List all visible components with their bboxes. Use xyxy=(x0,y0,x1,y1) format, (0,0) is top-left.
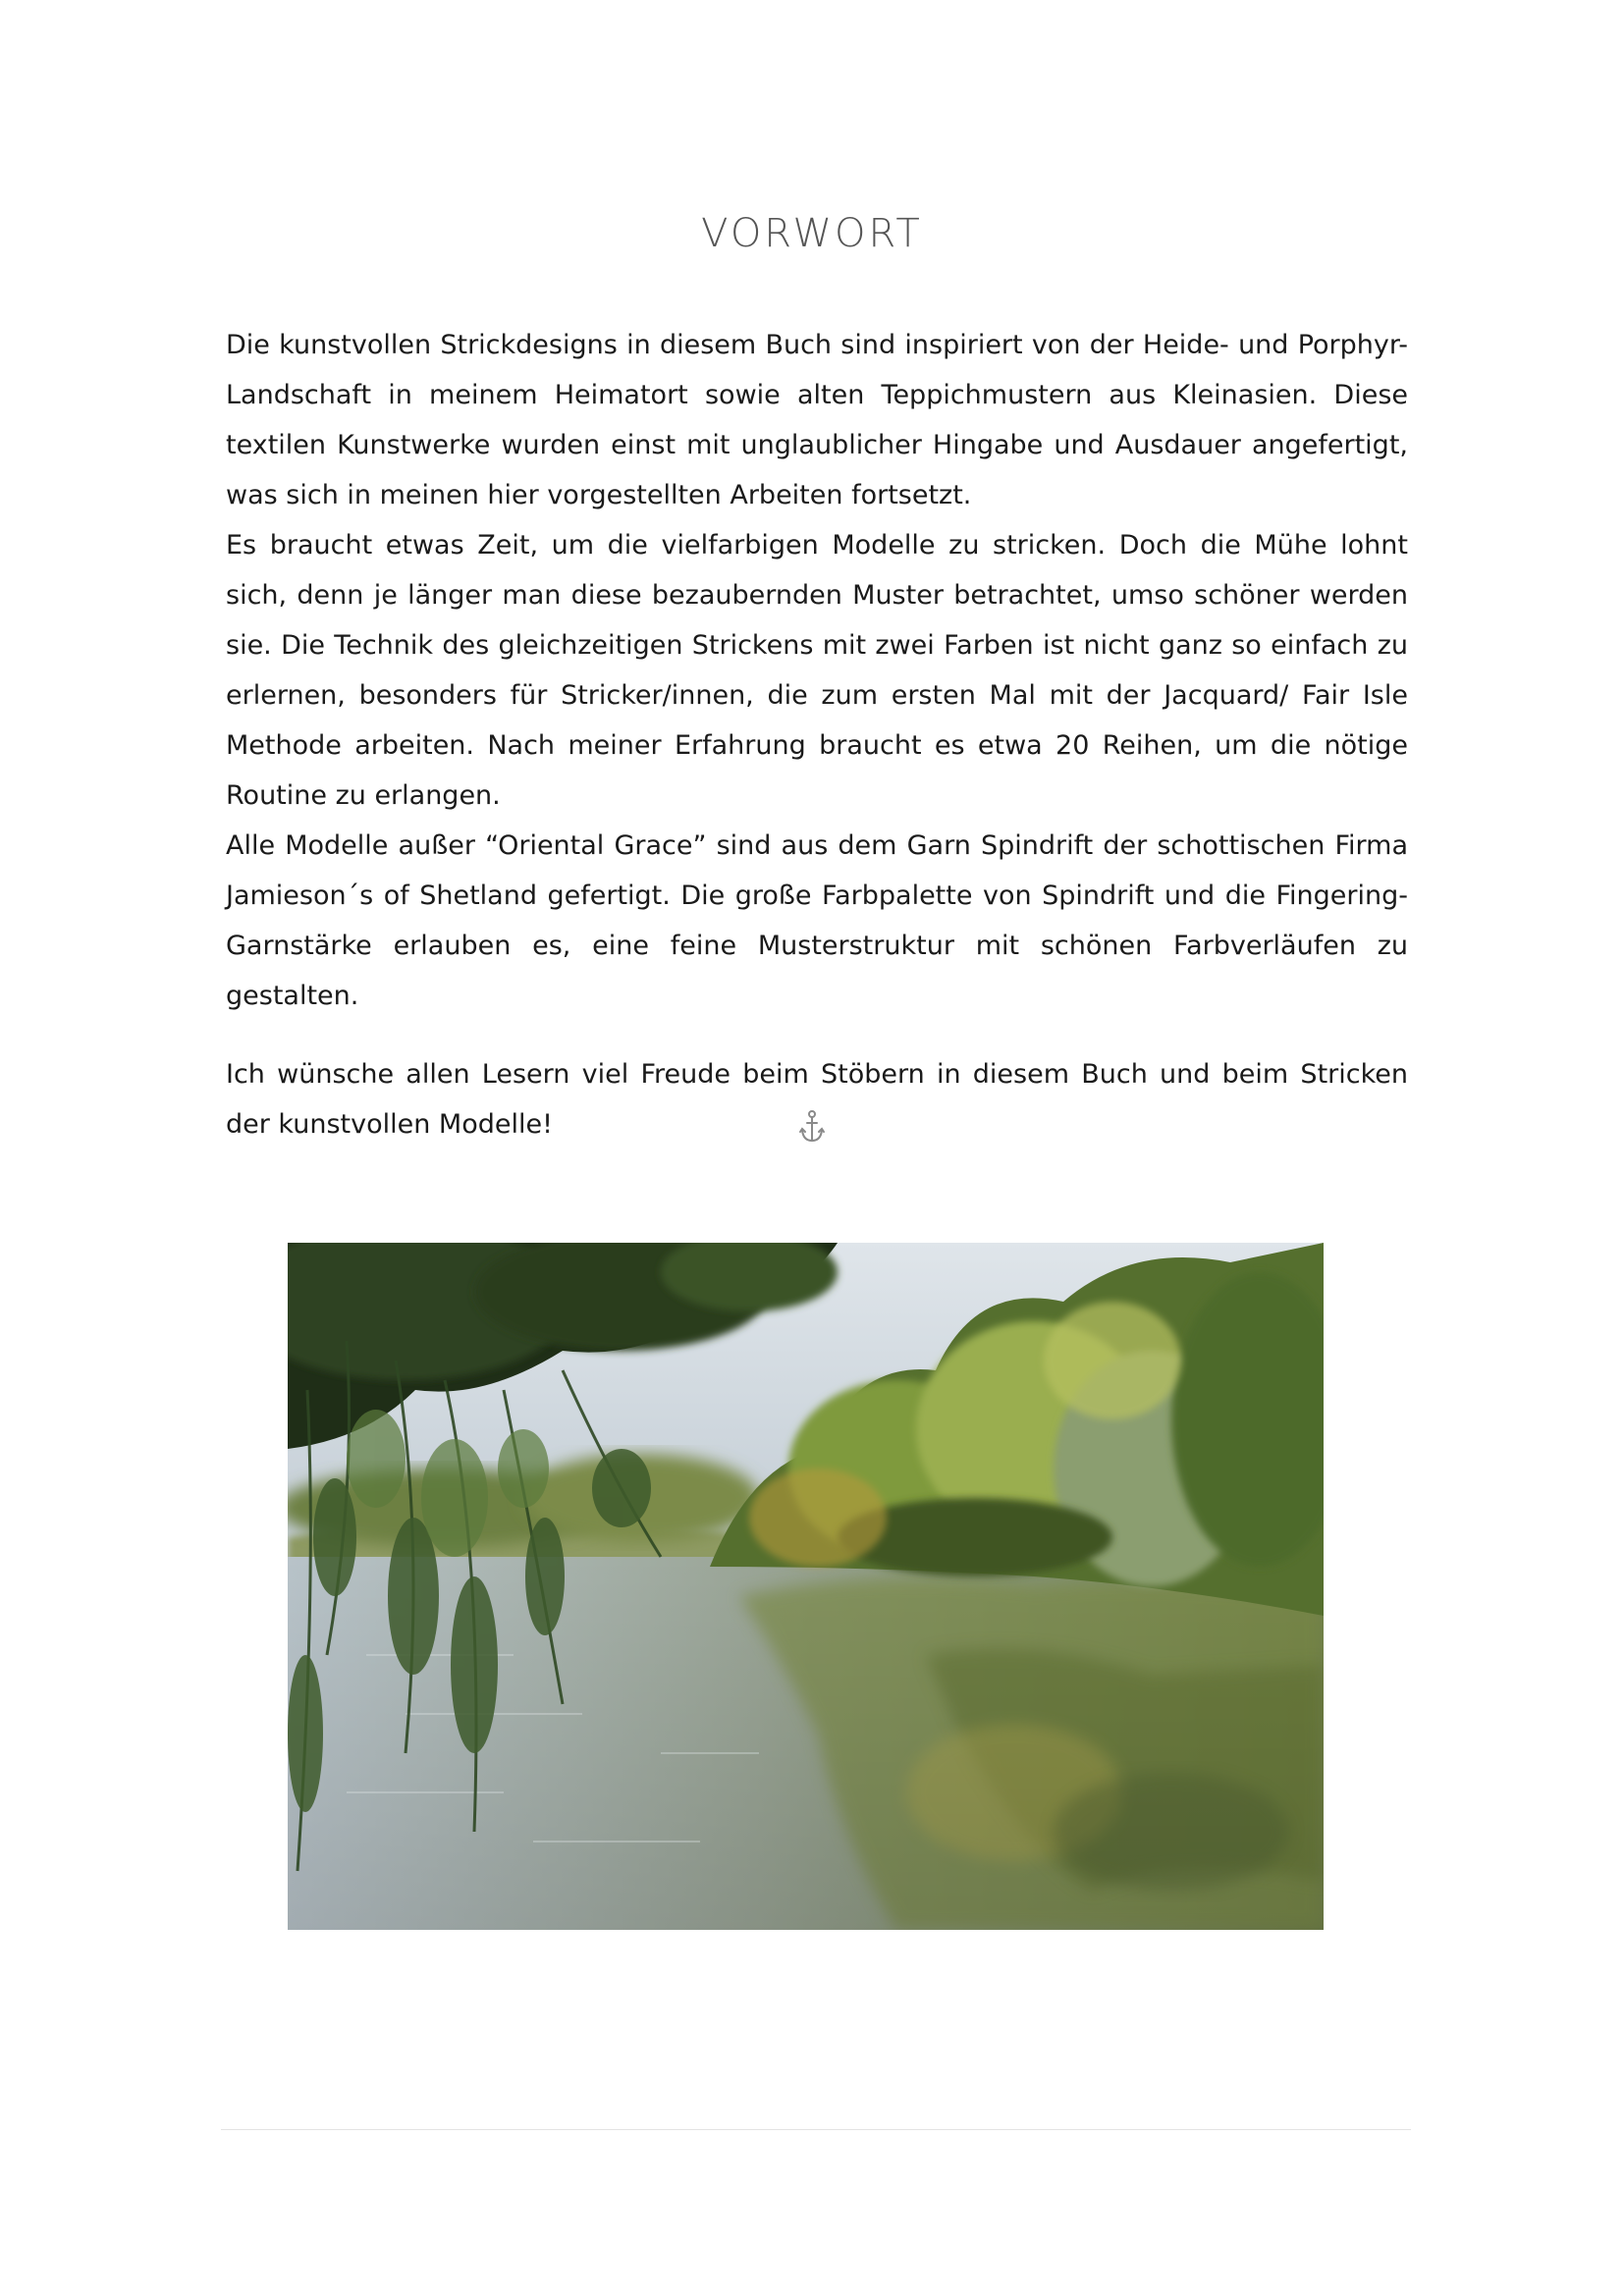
paragraph: Es braucht etwas Zeit, um die vielfarbigen Modelle zu stricken. Doch die Mühe lohnt sich, denn je länger man diese bezaubernden Muster betrachtet, umso schöner werden sie. Die Technik des gleichzeitigen Strickens mit zwei Farben ist nicht ganz so einfach zu erlernen, besonders für Stricker/innen, die zum ersten Mal mit der Jacquard/ Fair Isle Methode arbeiten. Nach meiner Erfahrung braucht es etwa 20 Reihen, um die nötige Routine zu erlangen. xyxy=(226,530,1408,811)
foreword-text xyxy=(226,320,1408,1149)
paragraph: Die kunstvollen Strickdesigns in diesem Buch sind inspiriert von der Heide- und Porphyr-Landschaft in meinem Heimatort sowie alten Teppichmustern aus Kleinasien. Diese textilen Kunstwerke wurden einst mit unglaublicher Hingabe und Ausdauer angefertigt, was sich in meinen hier vorgestellten Arbeiten fortsetzt. xyxy=(226,330,1408,510)
anchor-icon xyxy=(797,1109,827,1145)
page-title: VORWORT xyxy=(701,211,923,256)
footer-divider xyxy=(221,2129,1411,2130)
paragraph: Alle Modelle außer “Oriental Grace” sind aus dem Garn Spindrift der schottischen Firma Jamieson´s of Shetland gefertigt. Die große Farbpalette von Spindrift und die Fingering-Garnstärke erlauben es, eine feine Musterstruktur mit schönen Farbverläufen zu gestalten. xyxy=(226,830,1408,1011)
river-landscape-photo xyxy=(288,1243,1324,1930)
paragraph: Ich wünsche allen Lesern viel Freude beim Stöbern in diesem Buch und beim Stricken der kunstvollen Modelle! xyxy=(226,1059,1408,1140)
